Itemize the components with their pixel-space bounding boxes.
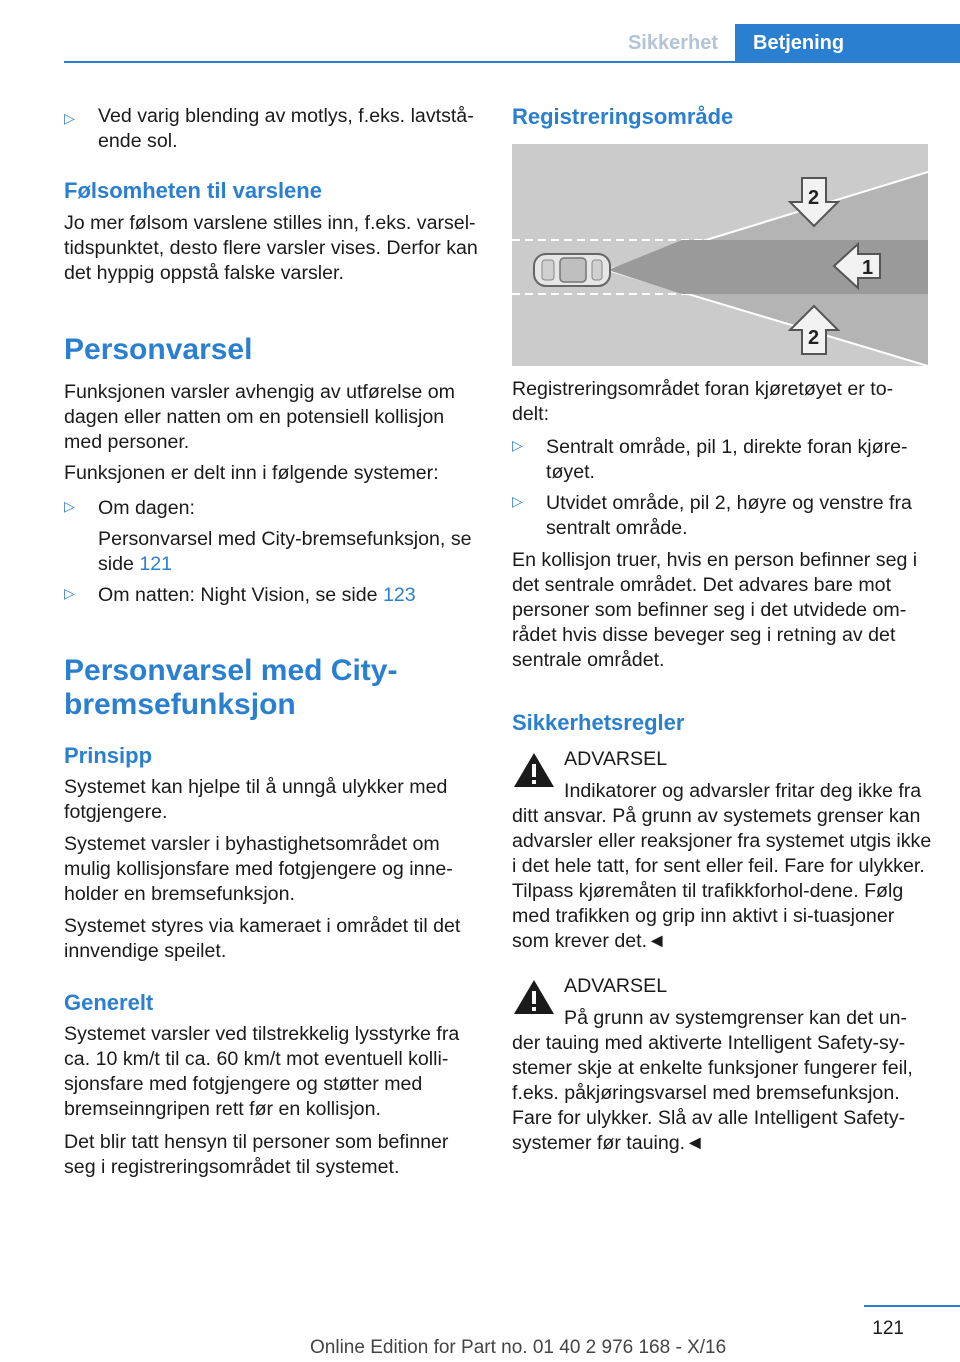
detection-heading: Registreringsområde (512, 104, 734, 129)
triangle-bullet-icon: ▷ (64, 585, 75, 601)
person-text-2: Funksjonen er delt inn i følgende systemer: (64, 462, 439, 484)
left-column (64, 104, 484, 154)
arrow-extended-top-label: 2 (808, 187, 820, 209)
night-page-link[interactable]: 123 (382, 584, 416, 606)
sensitivity-text: Jo mer følsom varslene stilles inn, f.eks. varsel-tidspunktet, desto flere varsler vises. Derfor kan det hyppig oppstå falske varsler. (64, 212, 478, 284)
night-text: Om natten: Night Vision, se side 123 (98, 584, 416, 606)
arrow-central-label: 1 (862, 257, 874, 279)
safety-heading: Sikkerhetsregler (512, 710, 685, 735)
tab-safety[interactable]: Sikkerhet (627, 32, 719, 54)
bullet-extended: ▷ Utvidet område, pil 2, høyre og venstre fra sentralt område. (512, 492, 912, 539)
day-label: Om dagen: (98, 497, 195, 519)
detection-area-diagram (512, 144, 928, 366)
page-number: 121 (872, 1318, 904, 1339)
warning-1-title: ADVARSEL (564, 748, 668, 770)
day-page-link[interactable]: 121 (139, 553, 173, 575)
warning-2-body: På grunn av systemgrenser kan det un-der tauing med aktiverte Intelligent Safety-sy-stemer skje at enkelte funksjoner fungerer feil, f.eks. påkjøringsvarsel med bremsefunksjon. Fare for ulykker. Slå av alle Intelligent Safety-systemer før tauing.◄ (512, 1007, 913, 1154)
general-heading: Generelt (64, 990, 154, 1015)
sensitivity-heading: Følsomheten til varslene (64, 178, 322, 203)
person-heading: Personvarsel (64, 333, 253, 366)
bullet-day (64, 496, 484, 577)
tab-operation[interactable]: Betjening (735, 24, 960, 62)
city-heading: Personvarsel med City-bremsefunksjon (64, 654, 398, 721)
general-text-2: Det blir tatt hensyn til personer som befinner seg i registreringsområdet til systemet. (64, 1131, 449, 1178)
general-text-1: Systemet varsler ved tilstrekkelig lysstyrke fra ca. 10 km/t til ca. 60 km/t mot eventuell kolli-sjonsfare med fotgjengere og støtter med bremseinngripen rett før en kollisjon. (64, 1023, 460, 1120)
principle-text-3: Systemet styres via kameraet i området til det innvendige speilet. (64, 915, 461, 962)
triangle-bullet-icon: ▷ (512, 437, 523, 453)
diagram-svg (512, 144, 928, 366)
car-icon (534, 254, 610, 286)
header-rule (64, 61, 960, 63)
person-text-1: Funksjonen varsler avhengig av utførelse om dagen eller natten om en potensiell kollisjon med personer. (64, 381, 455, 453)
arrow-extended-bottom-label: 2 (808, 327, 820, 349)
detection-text: Registreringsområdet foran kjøretøyet er to-delt: (512, 378, 894, 425)
bullet-central: ▷ Sentralt område, pil 1, direkte foran kjøre-tøyet. (512, 436, 908, 483)
triangle-bullet-icon: ▷ (512, 493, 523, 509)
triangle-bullet-icon: ▷ (64, 498, 75, 514)
triangle-bullet-icon: ▷ (64, 110, 75, 126)
footer-rule (864, 1305, 960, 1307)
collision-text: En kollisjon truer, hvis en person befinner seg i det sentrale området. Det advares bare mot personer som befinner seg i det utvidede om-rådet hvis disse beveger seg i retning av det sentrale området. (512, 549, 918, 671)
principle-heading: Prinsipp (64, 743, 153, 768)
warning-1-body: Indikatorer og advarsler fritar deg ikke fra ditt ansvar. På grunn av systemets grenser kan advarsler eller reaksjoner fra systemet utgis ikke i det hele tatt, for sent eller feil. Fare for ulykker. Tilpass kjøremåten til trafikkforhol-dene. Følg med trafikken og grip inn aktivt i si-tuasjoner som krever det.◄ (512, 780, 932, 952)
principle-text-2: Systemet varsler i byhastighetsområdet om mulig kollisjonsfare med fotgjengere og inne-holder en bremsefunksjon. (64, 833, 453, 905)
warning-2-title: ADVARSEL (564, 975, 668, 997)
bullet-glare: ▷ Ved varig blending av motlys, f.eks. lavtstå-ende sol. (64, 105, 474, 152)
principle-text-1: Systemet kan hjelpe til å unngå ulykker med fotgjengere. (64, 776, 448, 823)
day-text: Personvarsel med City-bremsefunksjon, se side 121 (98, 528, 472, 575)
bullet-night (64, 583, 484, 608)
edition-text: Online Edition for Part no. 01 40 2 976 168 - X/16 (310, 1337, 727, 1358)
